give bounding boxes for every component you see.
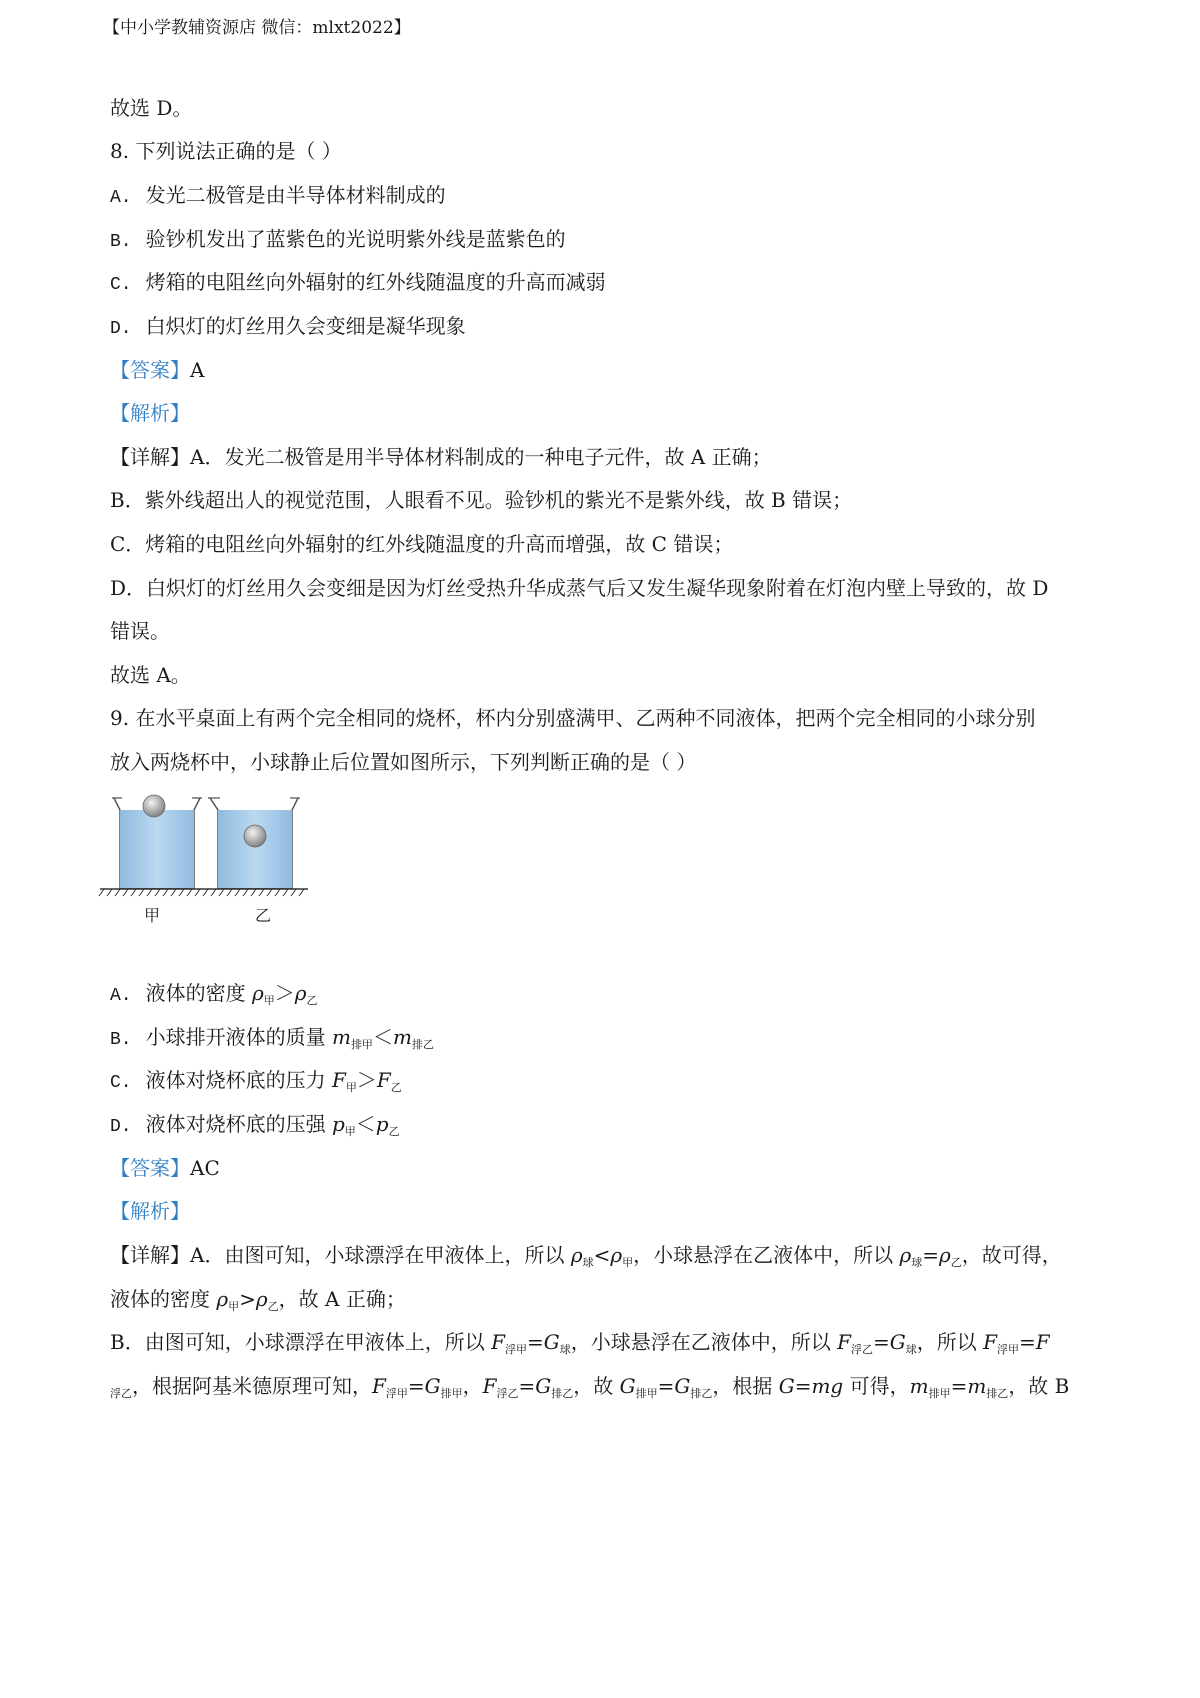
q8-stem: 8. 下列说法正确的是（ ） <box>110 139 342 163</box>
q8-detail-4: D．白炽灯的灯丝用久会变细是因为灯丝受热升华成蒸气后又发生凝华现象附着在灯泡内壁上导致的，故 D <box>110 576 1049 600</box>
beakers-diagram <box>98 788 318 936</box>
q9-option-c: C. 液体对烧杯底的压力 $F_甲>F_乙$ <box>110 1068 402 1094</box>
q8-option-b: B. 验钞机发出了蓝紫色的光说明紫外线是蓝紫色的 <box>110 227 566 252</box>
q8-detail-5: 错误。 <box>110 619 170 643</box>
q8-option-a: A. 发光二极管是由半导体材料制成的 <box>110 183 446 208</box>
q9-detail-2: 液体的密度 $\rho_甲>\rho_乙$，故 A 正确； <box>110 1287 406 1313</box>
q9-detail-1: 【详解】A．由图可知，小球漂浮在甲液体上，所以 $\rho_球<\rho_甲$，小球悬浮在乙液体中，所以 $\rho_球=\rho_乙$，故可得， <box>110 1243 1062 1269</box>
q8-analysis-tag: 【解析】 <box>110 401 190 425</box>
q9-option-b: B. 小球排开液体的质量 $m_{排甲}<m_{排乙}$ <box>110 1025 434 1051</box>
beaker-yi <box>208 798 300 888</box>
label-jia: 甲 <box>144 906 161 925</box>
q8-option-d: D. 白炽灯的灯丝用久会变细是凝华现象 <box>110 314 466 339</box>
q8-detail-2: B．紫外线超出人的视觉范围，人眼看不见。验钞机的紫光不是紫外线，故 B 错误； <box>110 488 853 512</box>
q8-option-c: C. 烤箱的电阻丝向外辐射的红外线随温度的升高而减弱 <box>110 270 606 295</box>
table-surface <box>99 889 308 896</box>
q8-conclusion: 故选 A。 <box>110 663 191 687</box>
q9-option-d: D. 液体对烧杯底的压强 $p_甲<p_乙$ <box>110 1112 400 1138</box>
q9-analysis-tag: 【解析】 <box>110 1199 190 1223</box>
q8-detail-3: C．烤箱的电阻丝向外辐射的红外线随温度的升高而增强，故 C 错误； <box>110 532 734 556</box>
q9-answer: 【答案】AC <box>110 1156 220 1180</box>
beaker-jia <box>112 795 202 888</box>
label-yi: 乙 <box>255 906 272 925</box>
q9-detail-3: B．由图可知，小球漂浮在甲液体上，所以 $F_{浮甲}=G_球$，小球悬浮在乙液体中，所以 $F_{浮乙}=G_球$，所以 $F_{浮甲}=F$ <box>110 1330 1050 1356</box>
q9-option-a: A. 液体的密度 $\rho_甲>\rho_乙$ <box>110 981 318 1007</box>
previous-answer: 故选 D。 <box>110 96 193 120</box>
q8-answer: 【答案】A <box>110 358 205 382</box>
q9-stem-line2: 放入两烧杯中，小球静止后位置如图所示，下列判断正确的是（ ） <box>110 750 697 774</box>
ball-yi <box>244 825 266 847</box>
ball-jia <box>143 795 165 817</box>
q9-stem-line1: 9. 在水平桌面上有两个完全相同的烧杯，杯内分别盛满甲、乙两种不同液体，把两个完全相同的小球分别 <box>110 706 1036 730</box>
page-header: 【中小学教辅资源店 微信：mlxt2022】 <box>103 18 411 38</box>
q8-detail-1: 【详解】A．发光二极管是用半导体材料制成的一种电子元件，故 A 正确； <box>110 445 772 469</box>
q9-detail-4: $_{浮乙}$，根据阿基米德原理可知，$F_{浮甲}=G_{排甲}$，$F_{浮乙}=G_{排乙}$，故 $G_{排甲}=G_{排乙}$，根据 G=mg 可得，$m_{排甲}=m_{排乙}$，故 B <box>110 1374 1070 1400</box>
